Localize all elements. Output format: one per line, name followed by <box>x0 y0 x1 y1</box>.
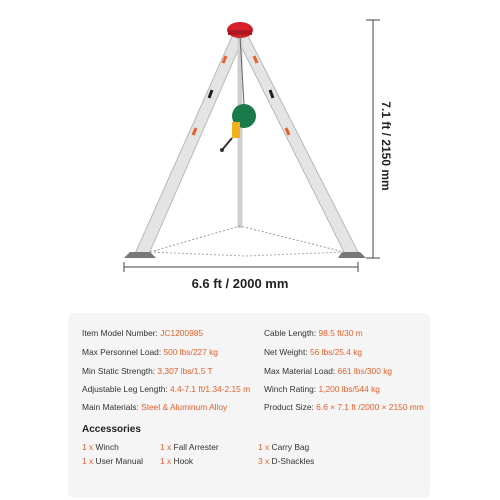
spec-value: 4.4-7.1 ft/1.34-2.15 m <box>170 384 251 394</box>
accessory-qty: 3 x <box>258 456 270 466</box>
spec-winch-rating <box>264 384 380 394</box>
width-dimension-label: 6.6 ft / 2000 mm <box>191 276 289 291</box>
spec-label: Max Material Load: <box>264 366 336 376</box>
accessory-qty: 1 x <box>82 442 94 452</box>
spec-max-material-load <box>264 366 392 376</box>
spec-value: 6.6 × 7.1 ft /2000 × 2150 mm <box>316 402 424 412</box>
spec-value: 1,200 lbs/544 kg <box>318 384 380 394</box>
spec-max-personnel-load <box>82 347 218 357</box>
accessory-name: D-Shackles <box>271 456 315 466</box>
tripod-legs <box>124 32 366 258</box>
accessory-item <box>160 442 219 452</box>
spec-value: 56 lbs/25.4 kg <box>309 347 363 357</box>
accessory-name: Fall Arrester <box>173 442 219 452</box>
spec-product-size <box>264 402 424 412</box>
accessory-item <box>258 456 314 466</box>
accessory-qty: 1 x <box>160 442 172 452</box>
accessory-name: Winch <box>95 442 119 452</box>
spec-label: Adjustable Leg Length: <box>82 384 168 394</box>
height-dimension-text: 7.1 ft / 2150 mm <box>379 101 393 191</box>
spec-value: 98.5 ft/30 m <box>318 328 363 338</box>
spec-value: Steel & Aluminum Alloy <box>141 402 228 412</box>
width-dimension-line <box>124 262 358 272</box>
spec-label: Net Weight: <box>264 347 308 357</box>
accessory-item <box>160 456 193 466</box>
accessory-qty: 1 x <box>160 456 172 466</box>
spec-item-model <box>82 328 203 338</box>
accessory-item <box>82 456 143 466</box>
spec-value: 500 lbs/227 kg <box>163 347 218 357</box>
spec-min-static-strength <box>82 366 213 376</box>
accessory-qty: 1 x <box>82 456 94 466</box>
spec-label: Cable Length: <box>264 328 317 338</box>
spec-label: Winch Rating: <box>264 384 317 394</box>
spec-label: Main Materials: <box>82 402 139 412</box>
spec-cable-length <box>264 328 363 338</box>
spec-label: Min Static Strength: <box>82 366 156 376</box>
accessories-title: Accessories <box>82 424 141 435</box>
spec-value: JC1200985 <box>160 328 204 338</box>
tripod-chain <box>150 226 344 252</box>
spec-label: Max Personnel Load: <box>82 347 162 357</box>
spec-adjustable-leg-length <box>82 384 250 394</box>
spec-main-materials <box>82 402 227 412</box>
accessory-qty: 1 x <box>258 442 270 452</box>
height-dimension-label <box>376 101 396 191</box>
spec-value: 3,307 lbs/1.5 T <box>157 366 213 376</box>
accessory-name: Carry Bag <box>271 442 310 452</box>
accessory-item <box>258 442 309 452</box>
accessory-name: Hook <box>173 456 194 466</box>
spec-value: 661 lbs/300 kg <box>337 366 393 376</box>
accessory-item <box>82 442 119 452</box>
spec-label: Item Model Number: <box>82 328 158 338</box>
spec-net-weight <box>264 347 362 357</box>
spec-label: Product Size: <box>264 402 314 412</box>
accessory-name: User Manual <box>95 456 143 466</box>
